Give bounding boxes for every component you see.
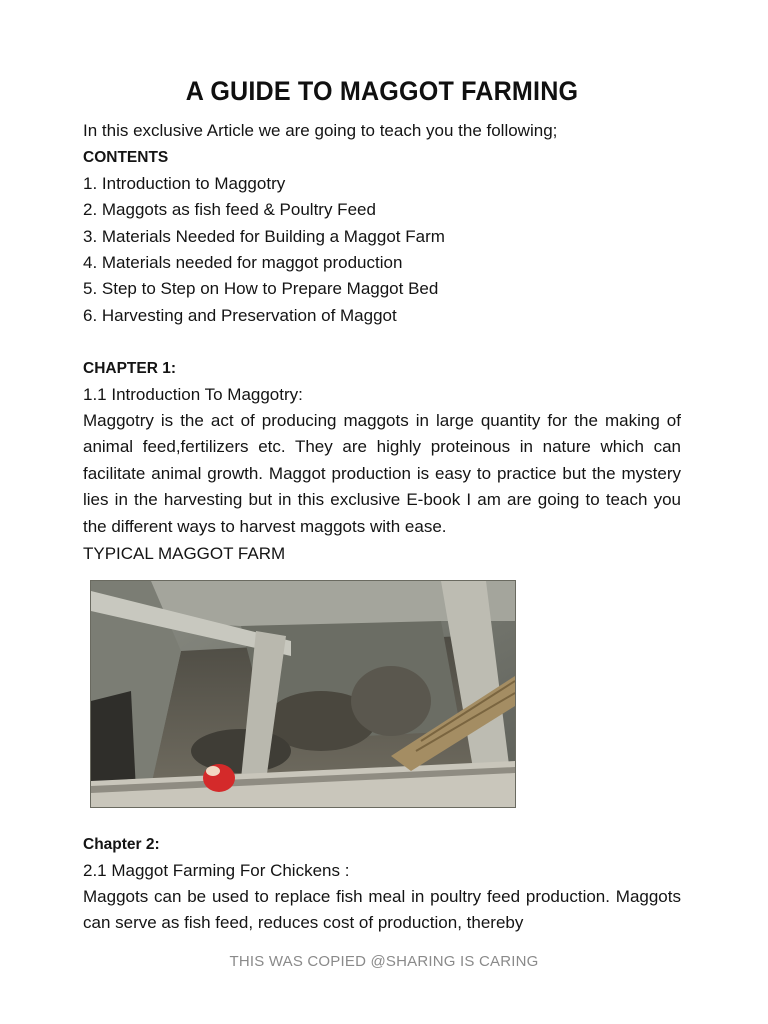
chapter2-heading: Chapter 2:: [83, 836, 160, 853]
contents-item: 2. Maggots as fish feed & Poultry Feed: [83, 200, 376, 219]
chapter1-body: Maggotry is the act of producing maggots in large quantity for the making of animal feed,fertilizers etc. They are highly proteinous in nature which can facilitate animal growth. Maggot production is easy to practice but the mystery lies in the harvesting but in this exclusive E-book I am are going to teach you the different ways to harvest maggots with ease.: [83, 411, 681, 536]
contents-item: 6. Harvesting and Preservation of Maggot: [83, 306, 397, 325]
maggot-farm-photo: [90, 580, 516, 808]
photo-caption: TYPICAL MAGGOT FARM: [83, 544, 286, 563]
contents-item: 5. Step to Step on How to Prepare Maggot Bed: [83, 279, 439, 298]
document-title: A GUIDE TO MAGGOT FARMING: [185, 76, 579, 106]
contents-heading: CONTENTS: [83, 149, 169, 166]
chapter2-subheading: 2.1 Maggot Farming For Chickens :: [83, 861, 350, 880]
chapter2-body: Maggots can be used to replace fish meal in poultry feed production. Maggots can serve as fish feed, reduces cost of production, thereby: [83, 887, 681, 933]
chapter1-heading: CHAPTER 1:: [83, 360, 177, 377]
contents-item: 1. Introduction to Maggotry: [83, 174, 286, 193]
contents-item: 4. Materials needed for maggot production: [83, 253, 403, 272]
footer-watermark: THIS WAS COPIED @SHARING IS CARING: [229, 953, 539, 970]
contents-item: 3. Materials Needed for Building a Maggot Farm: [83, 227, 445, 246]
chapter1-subheading: 1.1 Introduction To Maggotry:: [83, 385, 303, 404]
intro-text: In this exclusive Article we are going to teach you the following;: [83, 121, 558, 140]
